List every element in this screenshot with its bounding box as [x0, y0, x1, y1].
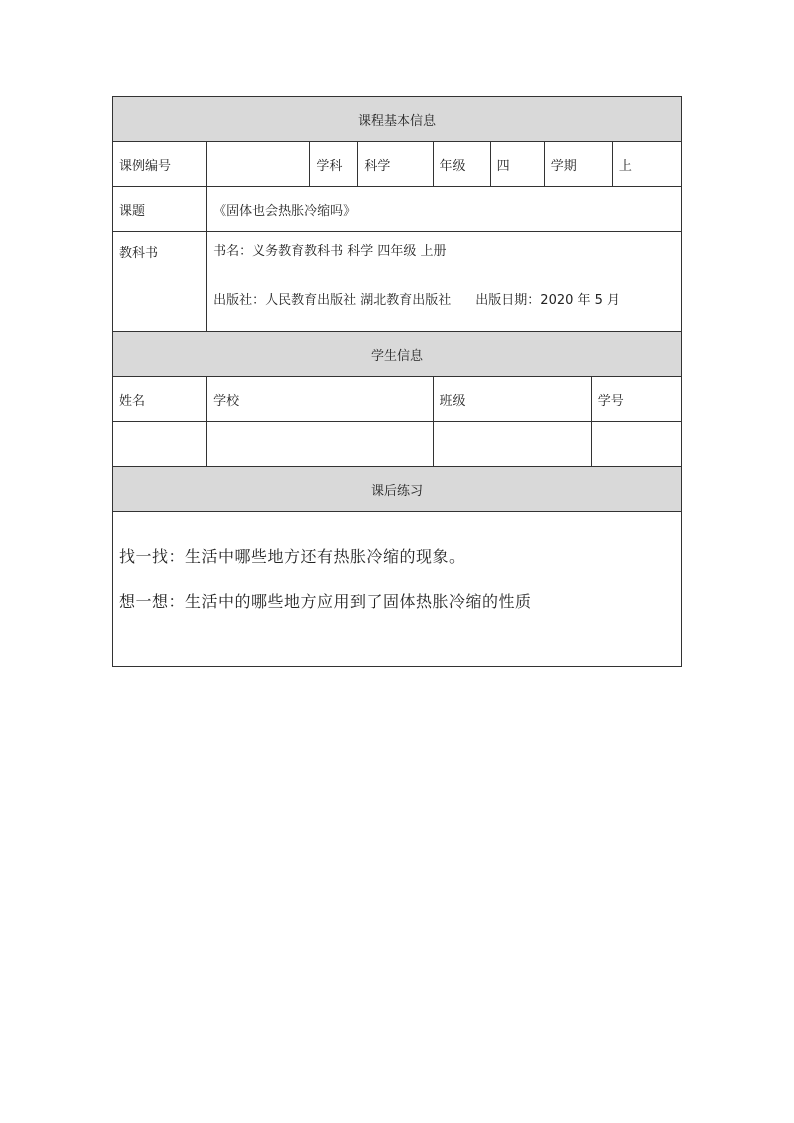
student-id-value[interactable]: [591, 422, 681, 467]
publish-date: 出版日期：2020 年 5 月: [475, 293, 621, 308]
homework-line-2: 想一想：生活中的哪些地方应用到了固体热胀冷缩的性质: [119, 592, 532, 611]
name-value[interactable]: [113, 422, 207, 467]
publisher: 出版社：人民教育出版社 湖北教育出版社: [213, 293, 452, 308]
homework-line-1: 找一找：生活中哪些地方还有热胀冷缩的现象。: [119, 547, 466, 566]
term-label: 学期: [544, 142, 612, 187]
textbook-name: 书名：义务教育教科书 科学 四年级 上册: [213, 244, 447, 259]
subject-value: 科学: [358, 142, 433, 187]
term-value: 上: [612, 142, 681, 187]
school-value[interactable]: [207, 422, 433, 467]
grade-label: 年级: [433, 142, 490, 187]
school-label: 学校: [207, 377, 433, 422]
course-form-table: [112, 96, 682, 667]
class-label: 班级: [433, 377, 591, 422]
homework-content: [113, 512, 682, 667]
name-label: 姓名: [113, 377, 207, 422]
case-number-label: 课例编号: [113, 142, 207, 187]
textbook-details: [207, 232, 682, 332]
case-number-value: [207, 142, 310, 187]
student-info-header: 学生信息: [113, 332, 682, 377]
publisher-row: [213, 289, 675, 308]
homework-header: 课后练习: [113, 467, 682, 512]
class-value[interactable]: [433, 422, 591, 467]
grade-value: 四: [490, 142, 544, 187]
topic-value: 《固体也会热胀冷缩吗》: [207, 187, 682, 232]
textbook-label: 教科书: [113, 232, 207, 332]
subject-label: 学科: [310, 142, 358, 187]
topic-label: 课题: [113, 187, 207, 232]
student-id-label: 学号: [591, 377, 681, 422]
course-info-header: 课程基本信息: [113, 97, 682, 142]
